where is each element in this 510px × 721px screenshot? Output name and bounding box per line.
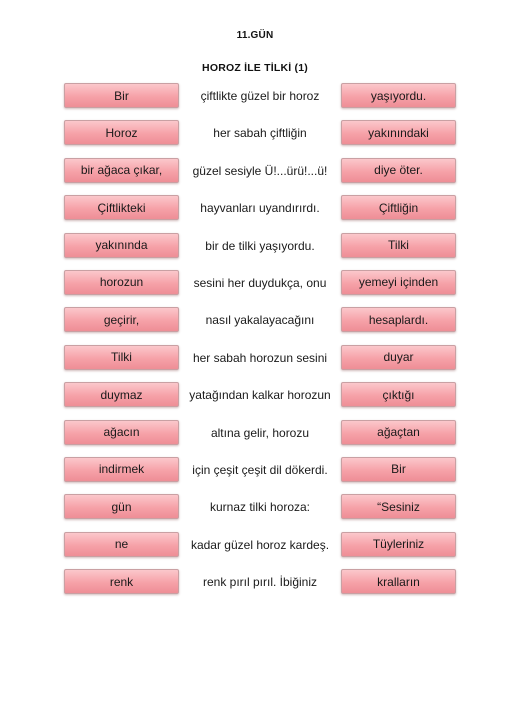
word-card-left[interactable]: renk (64, 569, 179, 594)
phrase-text: her sabah çiftliğin (213, 126, 307, 141)
word-card-left[interactable]: ne (64, 532, 179, 557)
word-card-left[interactable]: geçirir, (64, 307, 179, 332)
text-row (64, 345, 456, 371)
word-card-right[interactable]: Tilki (341, 233, 456, 258)
text-row (64, 270, 456, 296)
phrase-text: için çeşit çeşit dil dökerdi. (192, 462, 328, 477)
word-card-right[interactable]: ağaçtan (341, 420, 456, 445)
phrase-text: kadar güzel horoz kardeş. (190, 537, 330, 552)
story-title: HOROZ İLE TİLKİ (1) (202, 62, 308, 74)
word-card-left[interactable]: Horoz (64, 120, 179, 145)
word-card-right[interactable]: yemeyi içinden (341, 270, 456, 295)
text-row (64, 233, 456, 259)
phrase-text: her sabah horozun sesini (192, 350, 328, 365)
text-row (64, 382, 456, 408)
text-row (64, 420, 456, 446)
word-card-left[interactable]: duymaz (64, 382, 179, 407)
word-card-left[interactable]: Çiftlikteki (64, 195, 179, 220)
text-row (64, 307, 456, 333)
phrase-text: renk pırıl pırıl. İbiğiniz (202, 575, 318, 590)
word-card-right[interactable]: “Sesiniz (341, 494, 456, 519)
word-card-right[interactable]: yakınındaki (341, 120, 456, 145)
phrase-text: sesini her duydukça, onu (193, 275, 327, 290)
text-row (64, 158, 456, 184)
word-card-left[interactable]: Bir (64, 83, 179, 108)
phrase-text: yatağından kalkar horozun (189, 388, 331, 403)
word-card-right[interactable]: kralların (341, 569, 456, 594)
text-row (64, 83, 456, 109)
phrase-text: hayvanları uyandırırdı. (200, 201, 320, 216)
word-card-left[interactable]: horozun (64, 270, 179, 295)
phrase-text: kurnaz tilki horoza: (209, 500, 311, 515)
word-card-right[interactable]: yaşıyordu. (341, 83, 456, 108)
word-rows (64, 83, 456, 606)
word-card-right[interactable]: hesaplardı. (341, 307, 456, 332)
word-card-right[interactable]: duyar (341, 345, 456, 370)
phrase-text: bir de tilki yaşıyordu. (205, 238, 315, 253)
text-row (64, 195, 456, 221)
text-row (64, 532, 456, 558)
phrase-text: çiftlikte güzel bir horoz (200, 89, 320, 103)
word-card-left[interactable]: ağacın (64, 420, 179, 445)
phrase-text: altına gelir, horozu (210, 425, 310, 440)
word-card-right[interactable]: çıktığı (341, 382, 456, 407)
word-card-right[interactable]: diye öter. (341, 158, 456, 183)
word-card-left[interactable]: yakınında (64, 233, 179, 258)
word-card-left[interactable]: Tilki (64, 345, 179, 370)
text-row (64, 569, 456, 595)
word-card-left[interactable]: indirmek (64, 457, 179, 482)
word-card-right[interactable]: Tüyleriniz (341, 532, 456, 557)
word-card-left[interactable]: gün (64, 494, 179, 519)
text-row (64, 457, 456, 483)
word-card-right[interactable]: Çiftliğin (341, 195, 456, 220)
word-card-left[interactable]: bir ağaca çıkar, (64, 158, 179, 183)
text-row (64, 494, 456, 520)
day-title: 11.GÜN (236, 30, 274, 41)
phrase-text: güzel sesiyle Ü!...ürü!...ü! (192, 163, 328, 178)
phrase-text: nasıl yakalayacağını (205, 313, 315, 328)
word-card-right[interactable]: Bir (341, 457, 456, 482)
text-row (64, 120, 456, 146)
